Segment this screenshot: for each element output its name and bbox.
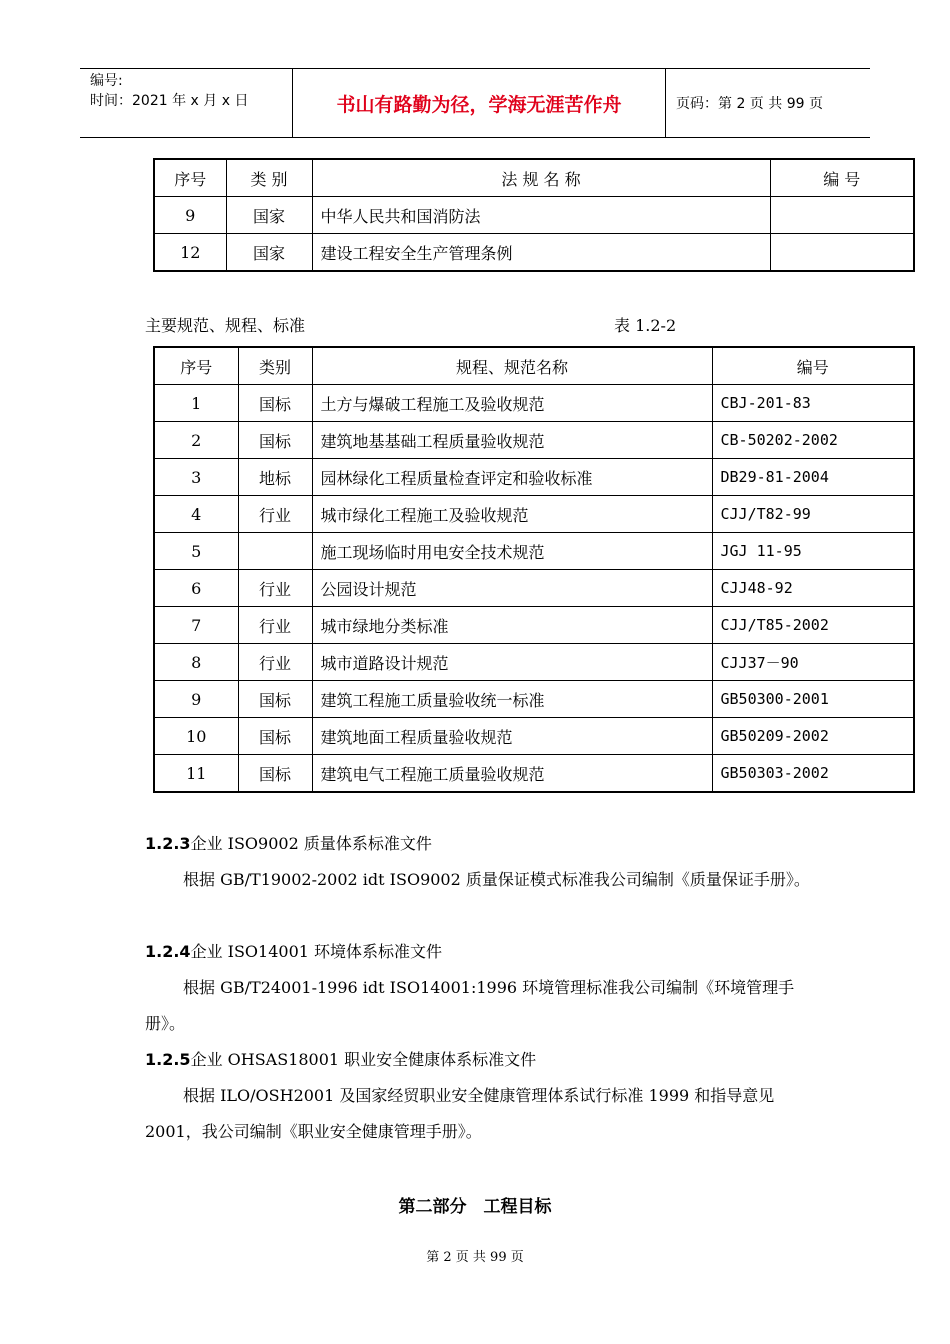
cell-category: 国家 <box>226 197 312 234</box>
cell-name: 土方与爆破工程施工及验收规范 <box>312 385 712 422</box>
cell-name: 施工现场临时用电安全技术规范 <box>312 533 712 570</box>
cell-category: 行业 <box>238 644 312 681</box>
cell-name: 建设工程安全生产管理条例 <box>312 234 770 272</box>
col-header-name: 法 规 名 称 <box>312 159 770 197</box>
cell-code: CJJ/T85-2002 <box>712 607 914 644</box>
cell-code: CJJ/T82-99 <box>712 496 914 533</box>
section-1-2-5-heading <box>145 1042 825 1078</box>
col-header-index: 序号 <box>154 159 226 197</box>
section-title: 企业 ISO14001 环境体系标准文件 <box>190 942 443 961</box>
table-row <box>154 197 914 234</box>
table-row <box>154 607 914 644</box>
cell-index: 10 <box>154 718 238 755</box>
section-number: 1.2.3 <box>145 834 191 853</box>
cell-category <box>238 533 312 570</box>
cell-code: GB50209-2002 <box>712 718 914 755</box>
cell-code <box>770 234 914 272</box>
cell-name: 建筑电气工程施工质量验收规范 <box>312 755 712 793</box>
table-row <box>154 644 914 681</box>
col-header-code: 编 号 <box>770 159 914 197</box>
table-row <box>154 385 914 422</box>
table-row <box>154 496 914 533</box>
cell-index: 7 <box>154 607 238 644</box>
cell-name: 建筑地面工程质量验收规范 <box>312 718 712 755</box>
cell-category: 行业 <box>238 607 312 644</box>
header-page-label: 页码：第 2 页 共 99 页 <box>676 96 823 112</box>
header-meta <box>80 69 293 137</box>
cell-index: 9 <box>154 197 226 234</box>
section-1-2-3-heading <box>145 826 825 862</box>
cell-name: 城市绿化工程施工及验收规范 <box>312 496 712 533</box>
cell-category: 地标 <box>238 459 312 496</box>
cell-name: 公园设计规范 <box>312 570 712 607</box>
col-header-category: 类别 <box>238 347 312 385</box>
section-title: 企业 OHSAS18001 职业安全健康体系标准文件 <box>190 1050 537 1069</box>
cell-name: 城市绿地分类标准 <box>312 607 712 644</box>
doc-number-label: 编号: <box>90 73 123 89</box>
cell-category: 行业 <box>238 570 312 607</box>
table-row <box>154 718 914 755</box>
table-row <box>154 533 914 570</box>
cell-category: 国标 <box>238 681 312 718</box>
cell-name: 园林绿化工程质量检查评定和验收标准 <box>312 459 712 496</box>
table-header-row <box>154 347 914 385</box>
cell-code: CJJ48-92 <box>712 570 914 607</box>
table-header-row <box>154 159 914 197</box>
col-header-name: 规程、规范名称 <box>312 347 712 385</box>
table-row <box>154 234 914 272</box>
cell-category: 国家 <box>226 234 312 272</box>
section-1-2-4-body: 根据 GB/T24001-1996 idt ISO14001:1996 环境管理标准我公司编制《环境管理手册》。 <box>145 978 795 1033</box>
cell-index: 8 <box>154 644 238 681</box>
cell-category: 国标 <box>238 385 312 422</box>
cell-code: DB29-81-2004 <box>712 459 914 496</box>
standards-table-body <box>154 385 914 793</box>
cell-code: CJJ37－90 <box>712 644 914 681</box>
cell-category: 行业 <box>238 496 312 533</box>
section-number: 1.2.5 <box>145 1050 191 1069</box>
doc-time-label: 时间：2021 年 x 月 x 日 <box>90 93 249 109</box>
cell-name: 建筑工程施工质量验收统一标准 <box>312 681 712 718</box>
cell-code: GB50300-2001 <box>712 681 914 718</box>
cell-index: 1 <box>154 385 238 422</box>
header-motto: 书山有路勤为径，学海无涯苦作舟 <box>293 69 666 137</box>
col-header-code: 编号 <box>712 347 914 385</box>
cell-category: 国标 <box>238 718 312 755</box>
col-header-category: 类 别 <box>226 159 312 197</box>
table-row <box>154 459 914 496</box>
cell-category: 国标 <box>238 422 312 459</box>
col-header-index: 序号 <box>154 347 238 385</box>
table-row <box>154 570 914 607</box>
part-title: 第二部分 工程目标 <box>398 1197 552 1217</box>
cell-code: CB-50202-2002 <box>712 422 914 459</box>
cell-code: CBJ-201-83 <box>712 385 914 422</box>
table-row <box>154 422 914 459</box>
table-row <box>154 755 914 793</box>
cell-code: JGJ 11-95 <box>712 533 914 570</box>
cell-index: 3 <box>154 459 238 496</box>
table2-caption-number: 表 1.2-2 <box>614 316 677 335</box>
cell-name: 城市道路设计规范 <box>312 644 712 681</box>
cell-index: 11 <box>154 755 238 793</box>
section-1-2-5-body: 根据 ILO/OSH2001 及国家经贸职业安全健康管理体系试行标准 1999 和指导意见 2001，我公司编制《职业安全健康管理手册》。 <box>145 1086 775 1141</box>
cell-index: 9 <box>154 681 238 718</box>
cell-index: 2 <box>154 422 238 459</box>
cell-index: 12 <box>154 234 226 272</box>
table2-caption-title: 主要规范、规程、标准 <box>145 316 306 335</box>
cell-index: 4 <box>154 496 238 533</box>
page-footer: 第 2 页 共 99 页 <box>426 1250 524 1265</box>
page-header <box>80 68 870 138</box>
section-1-2-3-body: 根据 GB/T19002-2002 idt ISO9002 质量保证模式标准我公司编制《质量保证手册》。 <box>183 870 810 889</box>
section-1-2-4-heading <box>145 934 825 970</box>
cell-code <box>770 197 914 234</box>
cell-code: GB50303-2002 <box>712 755 914 793</box>
cell-index: 5 <box>154 533 238 570</box>
cell-index: 6 <box>154 570 238 607</box>
section-number: 1.2.4 <box>145 942 191 961</box>
section-title: 企业 ISO9002 质量体系标准文件 <box>190 834 432 853</box>
regulations-table <box>153 158 915 272</box>
cell-category: 国标 <box>238 755 312 793</box>
table-row <box>154 681 914 718</box>
cell-name: 建筑地基基础工程质量验收规范 <box>312 422 712 459</box>
cell-name: 中华人民共和国消防法 <box>312 197 770 234</box>
standards-table <box>153 346 915 793</box>
